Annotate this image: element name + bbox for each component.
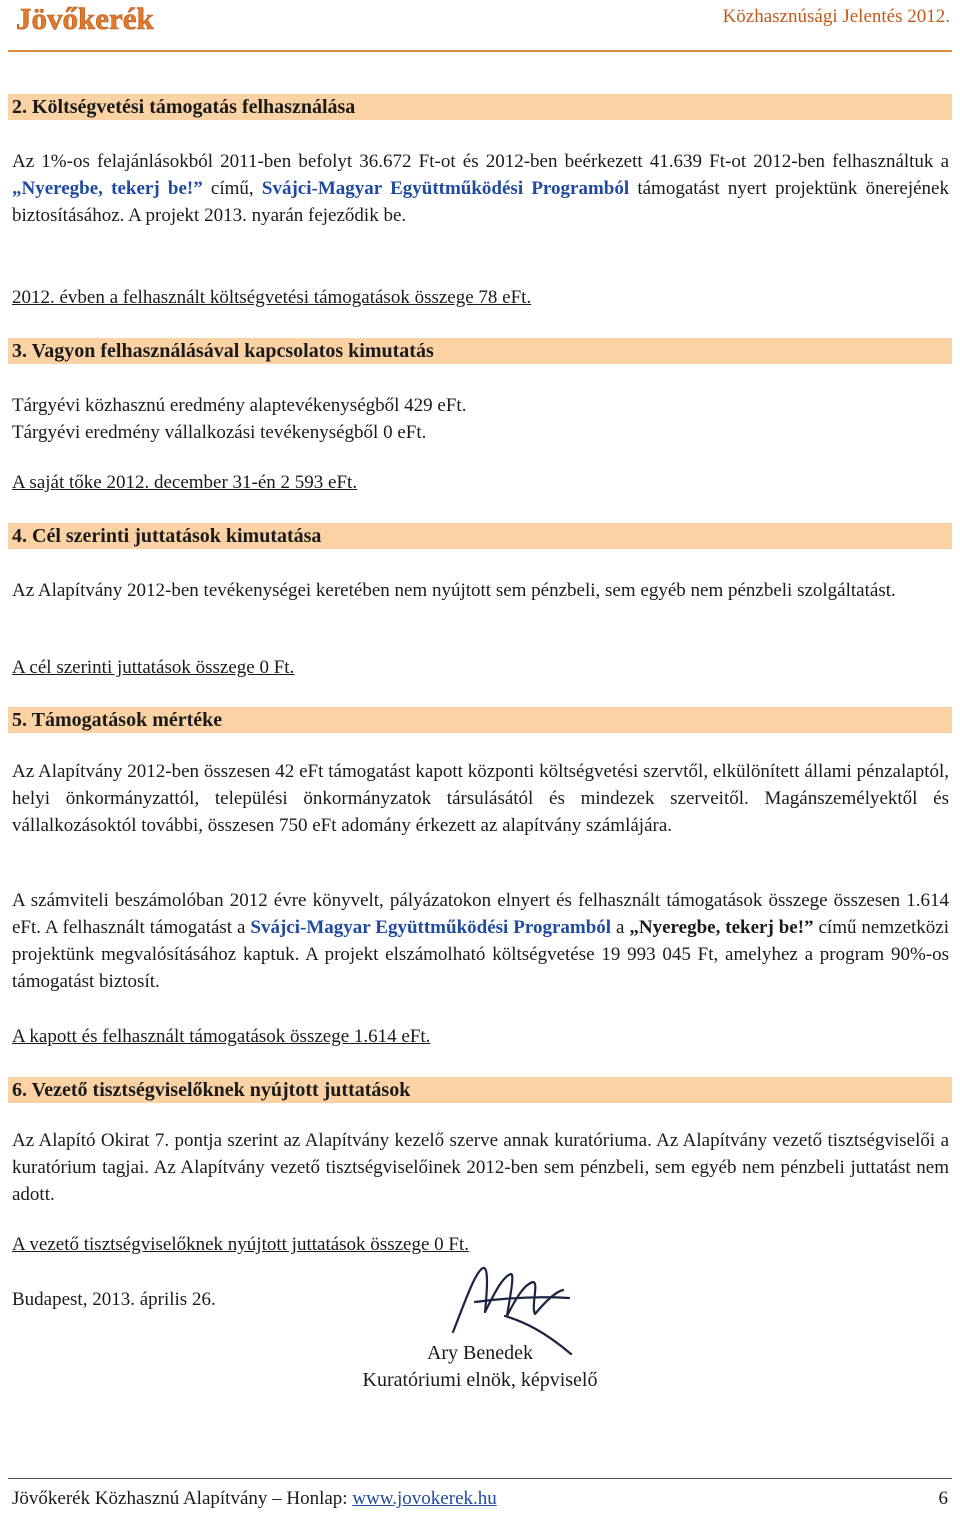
- section-6-title: 6. Vezető tisztségviselőknek nyújtott juttatások: [8, 1077, 952, 1103]
- logo-text: Jövőkerék: [16, 2, 154, 36]
- document-title: Közhasznúsági Jelentés 2012.: [722, 6, 950, 27]
- place-date: Budapest, 2013. április 26.: [12, 1289, 216, 1310]
- header-divider: [8, 50, 952, 52]
- section-5-summary: A kapott és felhasznált támogatások összege 1.614 eFt.: [12, 1026, 431, 1047]
- section-4-summary: A cél szerinti juttatások összege 0 Ft.: [12, 657, 295, 678]
- project-name: „Nyeregbe, tekerj be!”: [629, 917, 814, 938]
- section-6-paragraph: Az Alapító Okirat 7. pontja szerint az Alapítvány kezelő szerve annak kuratóriuma. Az Alapítvány vezető tisztségviselői a kuratórium tagjai. Az Alapítvány vezető tisztségviselőinek 2012-ben sem pénzbeli, sem egyéb nem pénzbeli juttatást nem adott.: [12, 1130, 949, 1205]
- section-5-text-a: A számviteli beszámolóban 2012 évre könyvelt, pályázatokon elnyert és felhasznált támogatások összege összesen 1.614 eFt. A felhasznált támogatást a: [12, 890, 949, 938]
- section-3-line-2: Tárgyévi eredmény vállalkozási tevékenységből 0 eFt.: [12, 422, 427, 443]
- program-name: Svájci-Magyar Együttműködési Programból: [250, 917, 612, 938]
- section-5-paragraph-2: [12, 887, 949, 995]
- footer-org-text: Jövőkerék Közhasznú Alapítvány – Honlap:: [12, 1488, 353, 1509]
- section-5-paragraph-1: Az Alapítvány 2012-ben összesen 42 eFt támogatást kapott központi költségvetési szervtől, elkülönített állami pénzalaptól, helyi önkormányzattól, települési önkormányzatok társulásától és mindezek szerveitől. Magánszemélyektől és vállalkozásoktól további, összesen 750 eFt adomány érkezett az alapítvány számlájára.: [12, 761, 949, 836]
- page-number: 6: [938, 1488, 948, 1509]
- section-5-title: 5. Támogatások mértéke: [8, 707, 952, 733]
- signer-role: Kuratóriumi elnök, képviselő: [362, 1369, 598, 1391]
- section-4-paragraph: Az Alapítvány 2012-ben tevékenységei keretében nem nyújtott sem pénzbeli, sem egyéb nem pénzbeli szolgáltatást.: [12, 580, 896, 601]
- section-2-text-a: Az 1%-os felajánlásokból 2011-ben befolyt 36.672 Ft-ot és 2012-ben beérkezett 41.639 Ft-ot 2012-ben felhasználtuk a: [12, 151, 949, 172]
- section-3-title: 3. Vagyon felhasználásával kapcsolatos kimutatás: [8, 338, 952, 364]
- section-2-text-b: című,: [202, 178, 262, 199]
- section-2-text-c: támogatást nyert projektünk önerejének biztosításához. A projekt 2013. nyarán fejeződik be.: [12, 178, 949, 226]
- program-name: Svájci-Magyar Együttműködési Programból: [261, 178, 630, 199]
- section-5-text-c: című nemzetközi projektünk megvalósításához kaptuk. A projekt elszámolható költségvetése 19 993 045 Ft, amelyhez a program 90%-os támogatást biztosít.: [12, 917, 950, 992]
- section-2-paragraph: [12, 148, 949, 229]
- website-link[interactable]: www.jovokerek.hu: [352, 1488, 497, 1509]
- project-name: „Nyeregbe, tekerj be!”: [12, 178, 203, 199]
- section-6-summary: A vezető tisztségviselőknek nyújtott juttatások összege 0 Ft.: [12, 1234, 469, 1255]
- section-2-title: 2. Költségvetési támogatás felhasználása: [8, 94, 952, 120]
- jovokerek-logo: [14, 2, 234, 36]
- footer-divider: [8, 1478, 952, 1479]
- section-3-line-1: Tárgyévi közhasznú eredmény alaptevékenységből 429 eFt.: [12, 395, 467, 416]
- signer-name: Ary Benedek: [426, 1342, 534, 1364]
- page-header: [0, 0, 960, 62]
- section-4-title: 4. Cél szerinti juttatások kimutatása: [8, 523, 952, 549]
- section-3-summary: A saját tőke 2012. december 31-én 2 593 eFt.: [12, 472, 358, 493]
- section-2-summary: 2012. évben a felhasznált költségvetési támogatások összege 78 eFt.: [12, 287, 532, 308]
- section-5-text-b: a: [611, 917, 630, 938]
- page-footer: [12, 1488, 497, 1510]
